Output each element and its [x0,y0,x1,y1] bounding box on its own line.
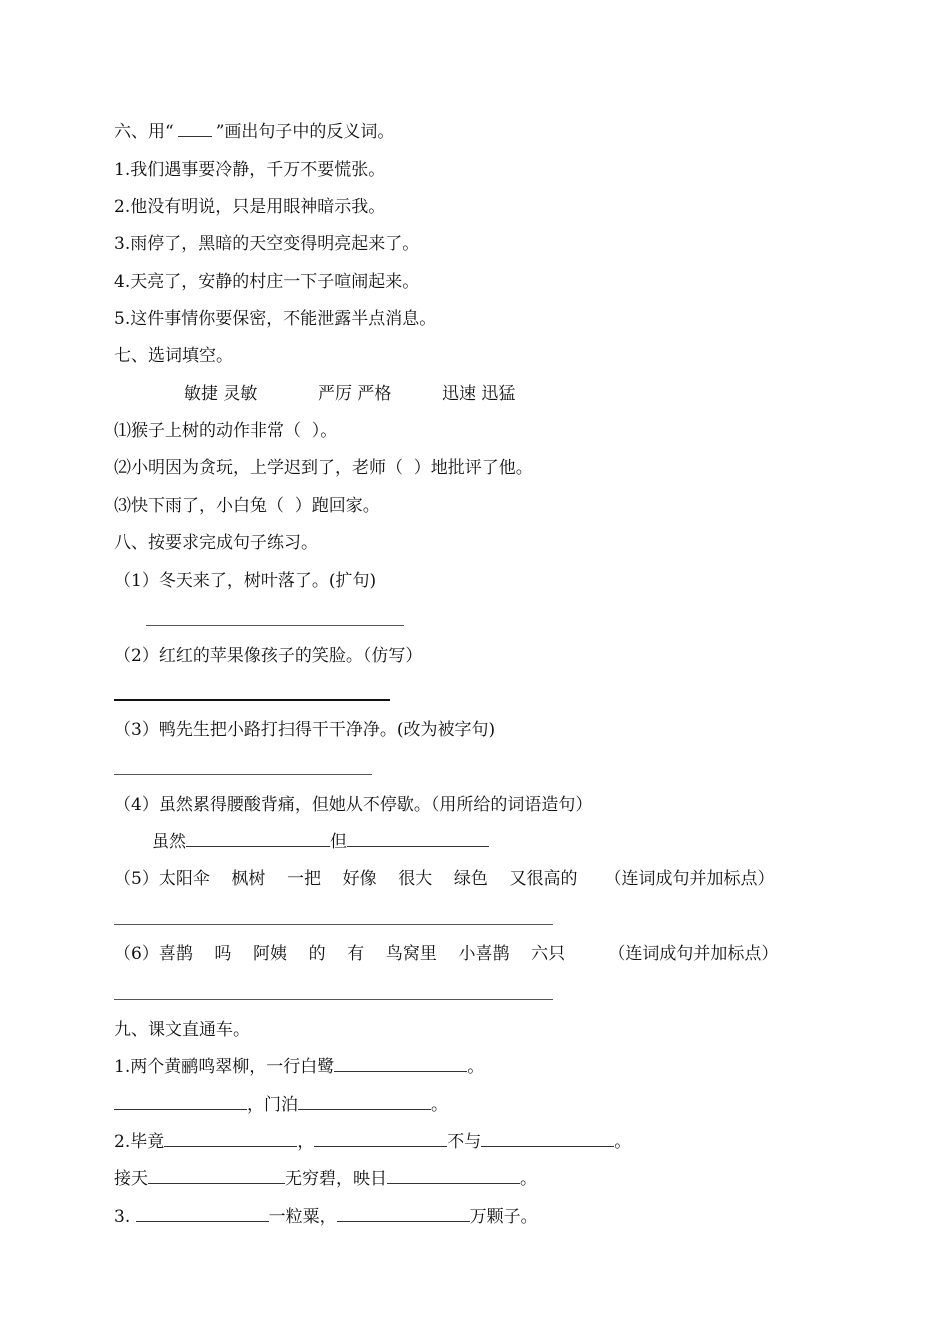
s7-item-2: ⑵小明因为贪玩，上学迟到了，老师（ ）地批评了他。 [114,458,533,478]
blank-q4-a[interactable] [186,832,330,847]
section-6-title [114,121,394,143]
s9-l3-text-b: ， [297,1132,315,1152]
s9-l5-text-a: 3. [114,1207,136,1227]
s8-q2: （2）红红的苹果像孩子的笑脸。（仿写） [114,646,423,666]
blank-9-9[interactable] [136,1207,269,1222]
answer-line-q1[interactable] [146,625,404,626]
blank-9-10[interactable] [337,1207,470,1222]
s9-l3-text-c: 不与 [447,1132,482,1152]
s8-q4-answer [152,831,489,853]
section-6-title-pre: 六、用“ [114,122,174,142]
s7-item-1: ⑴猴子上树的动作非常（ ）。 [114,421,338,441]
s6-item-5: 5.这件事情你要保密，不能泄露半点消息。 [114,309,437,329]
s9-l5-text-c: 万颗子。 [469,1207,538,1227]
answer-line-q3[interactable] [114,774,372,775]
s6-item-1: 1.我们遇事要冷静，千万不要慌张。 [114,160,386,180]
s9-l2-text-a: ，门泊 [247,1095,298,1115]
blank-9-6[interactable] [481,1132,614,1147]
blank-9-5[interactable] [314,1132,447,1147]
s9-l2-text-b: 。 [431,1095,448,1115]
s9-l4-text-b: 无穷碧，映日 [285,1169,387,1189]
blank-9-1[interactable] [334,1057,467,1072]
s6-item-2: 2.他没有明说，只是用眼神暗示我。 [114,197,386,217]
word-bank-1: 敏捷 灵敏 [184,384,258,404]
blank-9-2[interactable] [114,1095,247,1110]
s9-l4-text-a: 接天 [114,1169,148,1189]
s9-l1-text-a: 1.两个黄鹂鸣翠柳，一行白鹭 [114,1057,335,1077]
blank-9-4[interactable] [164,1132,297,1147]
s9-l3-text-d: 。 [614,1132,632,1152]
s9-l4-text-c: 。 [520,1169,537,1189]
s8-q5: （5）太阳伞 枫树 一把 好像 很大 绿色 又很高的 （连词成句并加标点） [114,869,775,889]
blank-q4-b[interactable] [347,832,489,847]
underline-sample [178,122,212,137]
s8-q6: （6）喜鹊 吗 阿姨 的 有 鸟窝里 小喜鹊 六只 （连词成句并加标点） [114,944,779,964]
s8-q4: （4）虽然累得腰酸背痛，但她从不停歇。（用所给的词语造句） [114,795,593,815]
section-9-title: 九、课文直通车。 [114,1020,250,1040]
s9-line-5 [114,1206,538,1228]
word-bank-3: 迅速 迅猛 [442,384,516,404]
s9-l3-text-a: 2.毕竟 [114,1132,165,1152]
s9-line-4 [114,1168,537,1190]
s9-line-1 [114,1056,484,1078]
s8-q1: （1）冬天来了，树叶落了。(扩句) [114,571,377,591]
s6-item-3: 3.雨停了，黑暗的天空变得明亮起来了。 [114,234,420,254]
s9-line-3 [114,1131,631,1153]
s9-line-2 [114,1094,448,1116]
blank-9-3[interactable] [298,1095,431,1110]
s8-q3: （3）鸭先生把小路打扫得干干净净。(改为被字句) [114,720,496,740]
blank-9-8[interactable] [387,1169,520,1184]
s9-l1-text-b: 。 [467,1057,485,1077]
section-7-title: 七、选词填空。 [114,346,233,366]
section-6-title-post: ”画出句子中的反义词。 [215,122,395,142]
blank-9-7[interactable] [148,1169,285,1184]
s9-l5-text-b: 一粒粟， [268,1207,337,1227]
answer-line-q6[interactable] [114,999,553,1000]
q4-word-although: 虽然 [152,832,186,852]
q4-word-but: 但 [330,832,347,852]
s7-item-3: ⑶快下雨了，小白兔（ ）跑回家。 [114,496,380,516]
answer-line-q5[interactable] [114,924,553,925]
s6-item-4: 4.天亮了，安静的村庄一下子喧闹起来。 [114,272,420,292]
word-bank-2: 严厉 严格 [318,384,392,404]
section-8-title: 八、按要求完成句子练习。 [114,533,318,553]
answer-line-q2[interactable] [114,699,390,701]
